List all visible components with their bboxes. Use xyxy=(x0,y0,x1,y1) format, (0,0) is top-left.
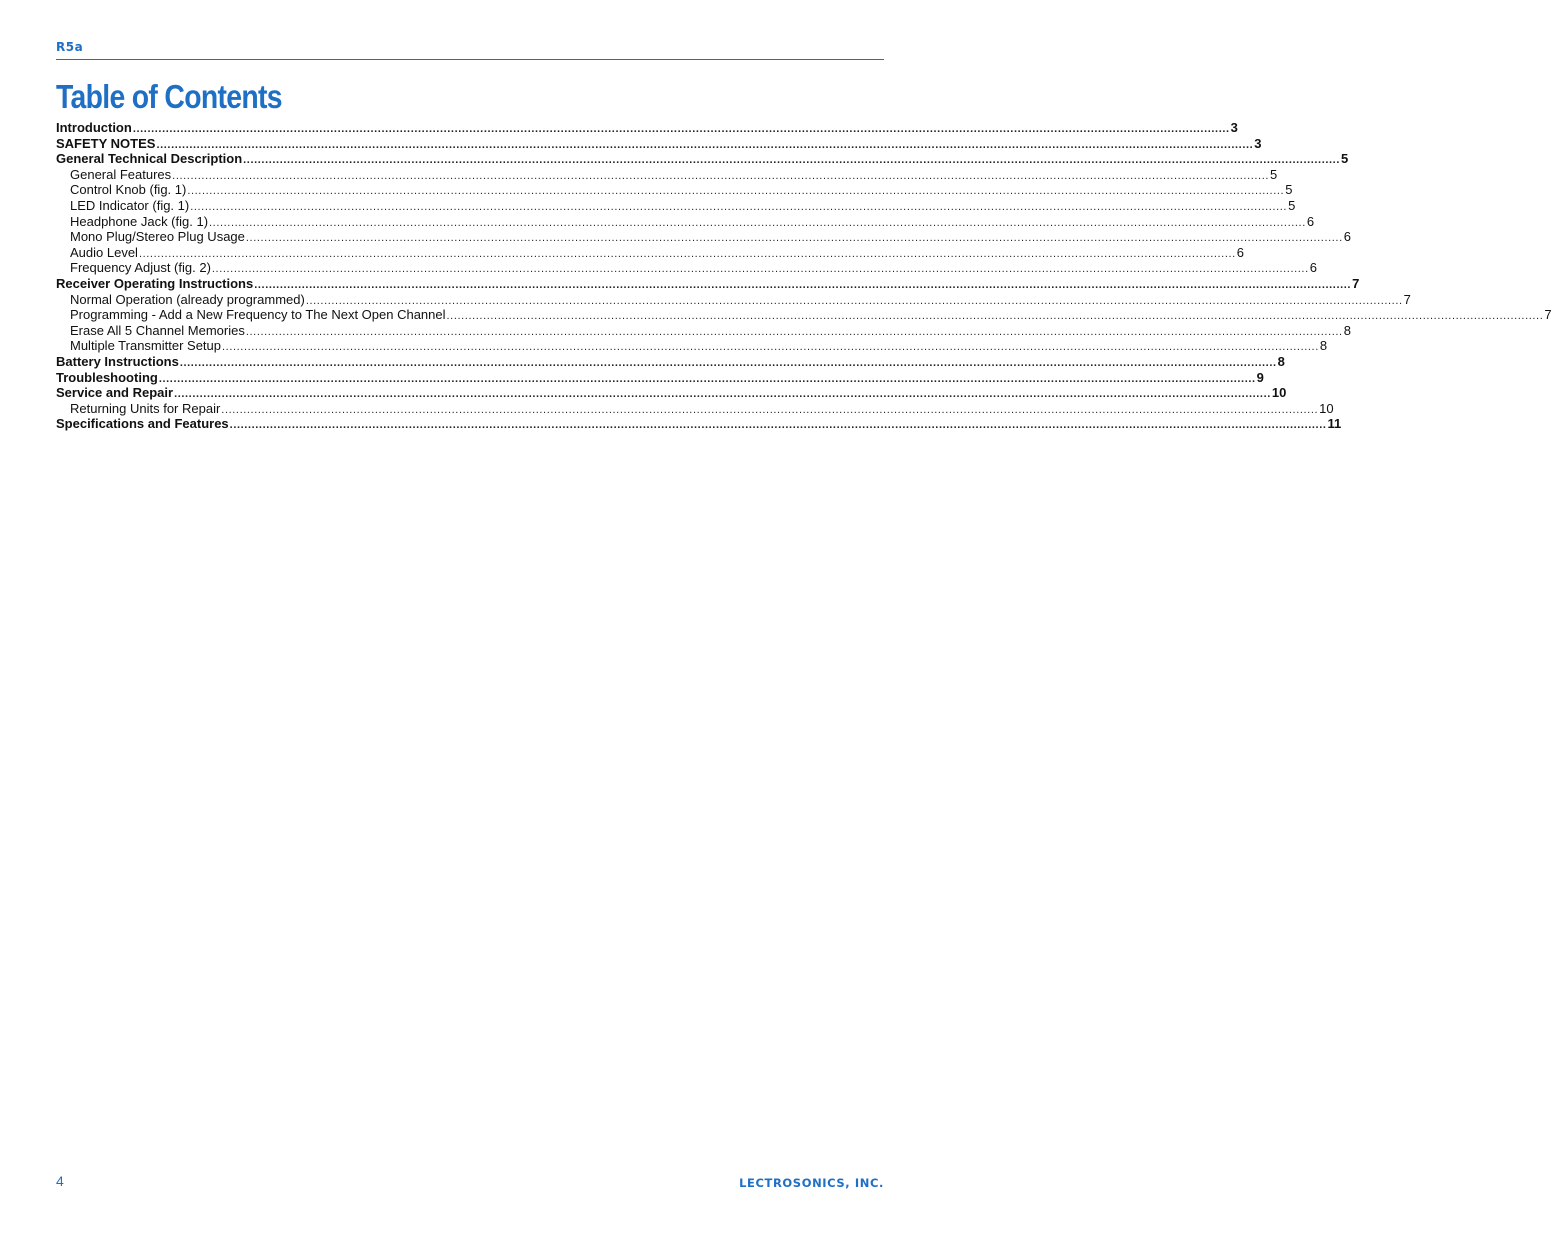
toc-entry-page: 8 xyxy=(1277,353,1285,369)
toc-entry-title: Troubleshooting xyxy=(56,369,158,385)
toc-dot-leader: ............................................................................................................................................................................................................................................................................................................ xyxy=(245,232,1343,245)
toc-subentry[interactable] xyxy=(56,229,1351,245)
header-divider xyxy=(56,59,884,60)
toc-entry-page: 3 xyxy=(1230,120,1238,135)
toc-dot-leader: ............................................................................................................................................................................................................................................................................................................ xyxy=(222,341,1319,354)
toc-entry-page: 5 xyxy=(1288,197,1296,213)
toc-subentry[interactable] xyxy=(56,338,1328,354)
toc-entry-title: Normal Operation (already programmed) xyxy=(70,291,305,307)
toc-dot-leader: ............................................................................................................................................................................................................................................................................................................ xyxy=(245,325,1343,338)
toc-subentry[interactable] xyxy=(56,307,1552,323)
toc-dot-leader: ............................................................................................................................................................................................................................................................................................................ xyxy=(229,419,1327,432)
toc-entry-page: 6 xyxy=(1309,260,1317,276)
toc-entry[interactable] xyxy=(56,369,1264,386)
toc-entry-title: Battery Instructions xyxy=(56,353,179,369)
toc-entry-title: Introduction xyxy=(56,120,132,135)
toc-entry-title: Programming - Add a New Frequency to The Next Open Channel xyxy=(70,307,446,323)
toc-entry-page: 7 xyxy=(1544,307,1552,323)
toc-subentry[interactable] xyxy=(56,244,1245,261)
toc-dot-leader: ............................................................................................................................................................................................................................................................................................................ xyxy=(172,169,1270,182)
toc-entry-page: 8 xyxy=(1343,322,1351,338)
toc-dot-leader: ............................................................................................................................................................................................................................................................................................................ xyxy=(190,200,1288,213)
toc-entry-title: Headphone Jack (fig. 1) xyxy=(70,213,209,229)
toc-dot-leader: ............................................................................................................................................................................................................................................................................................................ xyxy=(138,247,1236,260)
toc-dot-leader: ............................................................................................................................................................................................................................................................................................................ xyxy=(211,263,1309,276)
toc-entry-page: 6 xyxy=(1343,229,1351,245)
footer-page-number: 4 xyxy=(56,1173,64,1189)
toc-entry[interactable] xyxy=(56,120,1238,136)
toc-dot-leader: ............................................................................................................................................................................................................................................................................................................ xyxy=(446,310,1544,323)
toc-dot-leader: ............................................................................................................................................................................................................................................................................................................ xyxy=(305,294,1403,307)
toc-entry-title: Service and Repair xyxy=(56,385,174,401)
toc-dot-leader: ............................................................................................................................................................................................................................................................................................................ xyxy=(179,356,1277,369)
toc-entry-title: Receiver Operating Instructions xyxy=(56,275,254,291)
toc-subentry[interactable] xyxy=(56,291,1411,308)
toc-entry-page: 11 xyxy=(1327,416,1342,432)
toc-subentry[interactable] xyxy=(56,322,1351,339)
toc-entry-title: Mono Plug/Stereo Plug Usage xyxy=(70,229,245,245)
toc-entry-page: 5 xyxy=(1285,182,1293,198)
toc-subentry[interactable] xyxy=(56,182,1293,198)
toc-entry[interactable] xyxy=(56,416,1342,432)
toc-entry-page: 9 xyxy=(1256,369,1264,385)
toc-entry-page: 6 xyxy=(1306,213,1315,229)
toc-entry-page: 6 xyxy=(1236,244,1245,260)
toc-entry-title: Specifications and Features xyxy=(56,416,229,432)
toc-entry-title: Audio Level xyxy=(70,244,138,260)
toc-entry-page: 7 xyxy=(1352,275,1360,291)
toc-dot-leader: ............................................................................................................................................................................................................................................................................................................ xyxy=(156,138,1254,151)
toc-entry-page: 3 xyxy=(1254,135,1262,151)
toc-entry-page: 8 xyxy=(1319,338,1328,354)
toc-entry-page: 5 xyxy=(1341,151,1349,167)
toc-entry-title: LED Indicator (fig. 1) xyxy=(70,197,190,213)
toc-entry-title: Frequency Adjust (fig. 2) xyxy=(70,260,211,276)
toc-entry[interactable] xyxy=(56,151,1349,167)
page-title: Table of Contents xyxy=(56,78,282,115)
table-of-contents xyxy=(56,120,1552,432)
toc-entry-title: Erase All 5 Channel Memories xyxy=(70,322,245,338)
toc-dot-leader: ............................................................................................................................................................................................................................................................................................................ xyxy=(221,403,1319,416)
toc-entry[interactable] xyxy=(56,275,1360,292)
toc-entry-title: Returning Units for Repair xyxy=(70,400,221,416)
document-model-label: R5a xyxy=(56,40,84,54)
toc-entry[interactable] xyxy=(56,135,1262,152)
footer-company-name: LECTROSONICS, INC. xyxy=(739,1176,884,1190)
toc-entry[interactable] xyxy=(56,385,1287,401)
toc-dot-leader: ............................................................................................................................................................................................................................................................................................................ xyxy=(209,216,1306,229)
toc-subentry[interactable] xyxy=(56,400,1334,417)
toc-subentry[interactable] xyxy=(56,213,1315,230)
toc-entry-title: Control Knob (fig. 1) xyxy=(70,182,187,198)
toc-entry-page: 7 xyxy=(1403,291,1411,307)
toc-dot-leader: ............................................................................................................................................................................................................................................................................................................ xyxy=(243,154,1340,167)
toc-entry-page: 10 xyxy=(1319,400,1334,416)
toc-subentry[interactable] xyxy=(56,260,1317,276)
toc-entry-title: General Technical Description xyxy=(56,151,243,167)
toc-entry[interactable] xyxy=(56,353,1285,370)
toc-dot-leader: ............................................................................................................................................................................................................................................................................................................ xyxy=(187,185,1285,198)
toc-subentry[interactable] xyxy=(56,197,1296,214)
toc-dot-leader: ............................................................................................................................................................................................................................................................................................................ xyxy=(158,372,1256,385)
toc-subentry[interactable] xyxy=(56,166,1278,183)
toc-entry-page: 10 xyxy=(1271,385,1287,401)
toc-dot-leader: ............................................................................................................................................................................................................................................................................................................ xyxy=(174,388,1271,401)
toc-dot-leader: ............................................................................................................................................................................................................................................................................................................ xyxy=(132,123,1230,135)
toc-dot-leader: ............................................................................................................................................................................................................................................................................................................ xyxy=(254,278,1352,291)
toc-entry-title: SAFETY NOTES xyxy=(56,135,156,151)
toc-entry-title: General Features xyxy=(70,166,172,182)
toc-entry-page: 5 xyxy=(1270,166,1278,182)
toc-entry-title: Multiple Transmitter Setup xyxy=(70,338,222,354)
